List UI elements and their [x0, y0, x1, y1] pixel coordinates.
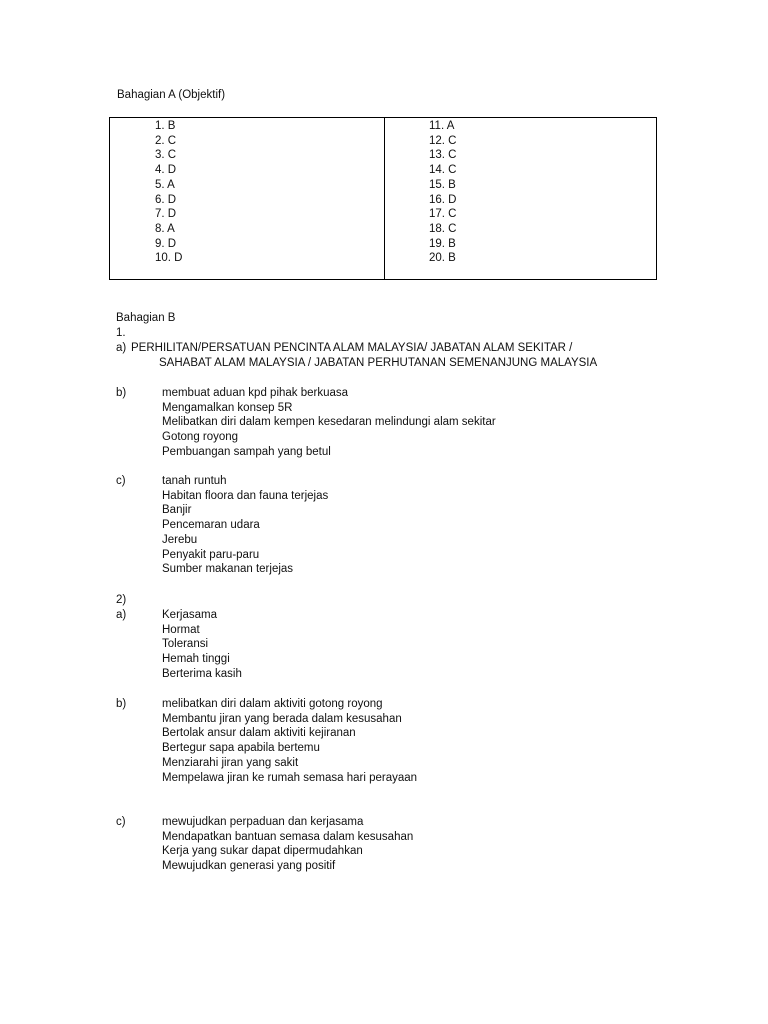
q2b-answer-item: Membantu jiran yang berada dalam kesusahan [162, 712, 402, 725]
q1c-answer-item: Jerebu [162, 533, 198, 546]
answer-item: 2. C [155, 134, 177, 147]
q2b-answer-item: Mempelawa jiran ke rumah semasa hari perayaan [162, 771, 418, 784]
q2b-answer-item: melibatkan diri dalam aktiviti gotong royong [162, 698, 383, 710]
answer-item: 15. B [429, 178, 456, 191]
q2a-answer-item: Hormat [162, 623, 200, 636]
q1b-answer-item: Melibatkan diri dalam kempen kesedaran melindungi alam sekitar [162, 416, 496, 429]
section-a-title: Bahagian A (Objektif) [117, 89, 226, 101]
q1c-label: c) [116, 475, 126, 487]
q2c-answer-item: mewujudkan perpaduan dan kerjasama [162, 816, 364, 828]
question-1-number: 1. [116, 327, 126, 339]
q2a-answer-item: Hemah tinggi [162, 653, 230, 666]
q1b-answer-item: membuat aduan kpd pihak berkuasa [162, 387, 349, 399]
answer-item: 7. D [155, 208, 177, 221]
q1c-answer-item: tanah runtuh [162, 475, 227, 487]
q1a-answer-line-2: SAHABAT ALAM MALAYSIA / JABATAN PERHUTANAN SEMENANJUNG MALAYSIA [159, 357, 598, 369]
answer-item: 13. C [429, 149, 457, 162]
answer-item: 18. C [429, 222, 457, 235]
q1c-answer-item: Pencemaran udara [162, 519, 260, 532]
q1a-label: a) [116, 342, 127, 354]
answer-item: 11. A [429, 120, 455, 132]
q2a-label: a) [116, 609, 127, 621]
q2a-answer-item: Toleransi [162, 638, 209, 651]
q1c-answer-item: Sumber makanan terjejas [162, 563, 294, 576]
q2b-answer-item: Bertolak ansur dalam aktiviti kejiranan [162, 727, 356, 740]
answer-item: 8. A [155, 222, 175, 235]
q1b-label: b) [116, 387, 127, 399]
answer-item: 9. D [155, 237, 177, 250]
q1a-answer-line-1: PERHILITAN/PERSATUAN PENCINTA ALAM MALAYSIA/ JABATAN ALAM SEKITAR / [131, 342, 573, 354]
q2c-answer-item: Mendapatkan bantuan semasa dalam kesusahan [162, 830, 414, 843]
answer-item: 14. C [429, 164, 457, 177]
answer-item: 4. D [155, 164, 177, 177]
q2c-answer-item: Mewujudkan generasi yang positif [162, 860, 336, 873]
q2a-answer-item: Berterima kasih [162, 667, 242, 680]
answer-item: 5. A [155, 178, 175, 191]
answer-column-right [429, 119, 457, 266]
answer-item: 12. C [429, 134, 457, 147]
q2b-answer-list [162, 697, 417, 785]
answer-item: 19. B [429, 237, 456, 250]
answer-item: 10. D [155, 252, 183, 265]
q2b-answer-item: Menziarahi jiran yang sakit [162, 756, 299, 769]
question-2-number: 2) [116, 594, 127, 606]
q1c-answer-item: Banjir [162, 504, 192, 517]
answer-item: 16. D [429, 193, 457, 206]
q1b-answer-item: Pembuangan sampah yang betul [162, 445, 331, 458]
q2b-label: b) [116, 698, 127, 710]
q1c-answer-list [162, 474, 328, 577]
q1b-answer-item: Gotong royong [162, 431, 239, 444]
q1c-answer-item: Habitan floora dan fauna terjejas [162, 489, 329, 502]
answer-key-table [109, 117, 657, 280]
q2c-answer-item: Kerja yang sukar dapat dipermudahkan [162, 845, 363, 858]
q2c-label: c) [116, 816, 126, 828]
answer-item: 6. D [155, 193, 177, 206]
answer-item: 17. C [429, 208, 457, 221]
table-divider [384, 118, 385, 279]
q1b-answer-item: Mengamalkan konsep 5R [162, 401, 293, 414]
answer-item: 3. C [155, 149, 177, 162]
answer-item: 20. B [429, 252, 456, 265]
q1b-answer-list [162, 386, 496, 460]
section-b-title: Bahagian B [116, 312, 176, 324]
q2b-answer-item: Bertegur sapa apabila bertemu [162, 742, 320, 755]
q2a-answer-list [162, 608, 242, 682]
q2a-answer-item: Kerjasama [162, 609, 217, 621]
answer-item: 1. B [155, 120, 176, 132]
q1c-answer-item: Penyakit paru-paru [162, 548, 260, 561]
answer-column-left [155, 119, 183, 266]
q2c-answer-list [162, 815, 413, 874]
